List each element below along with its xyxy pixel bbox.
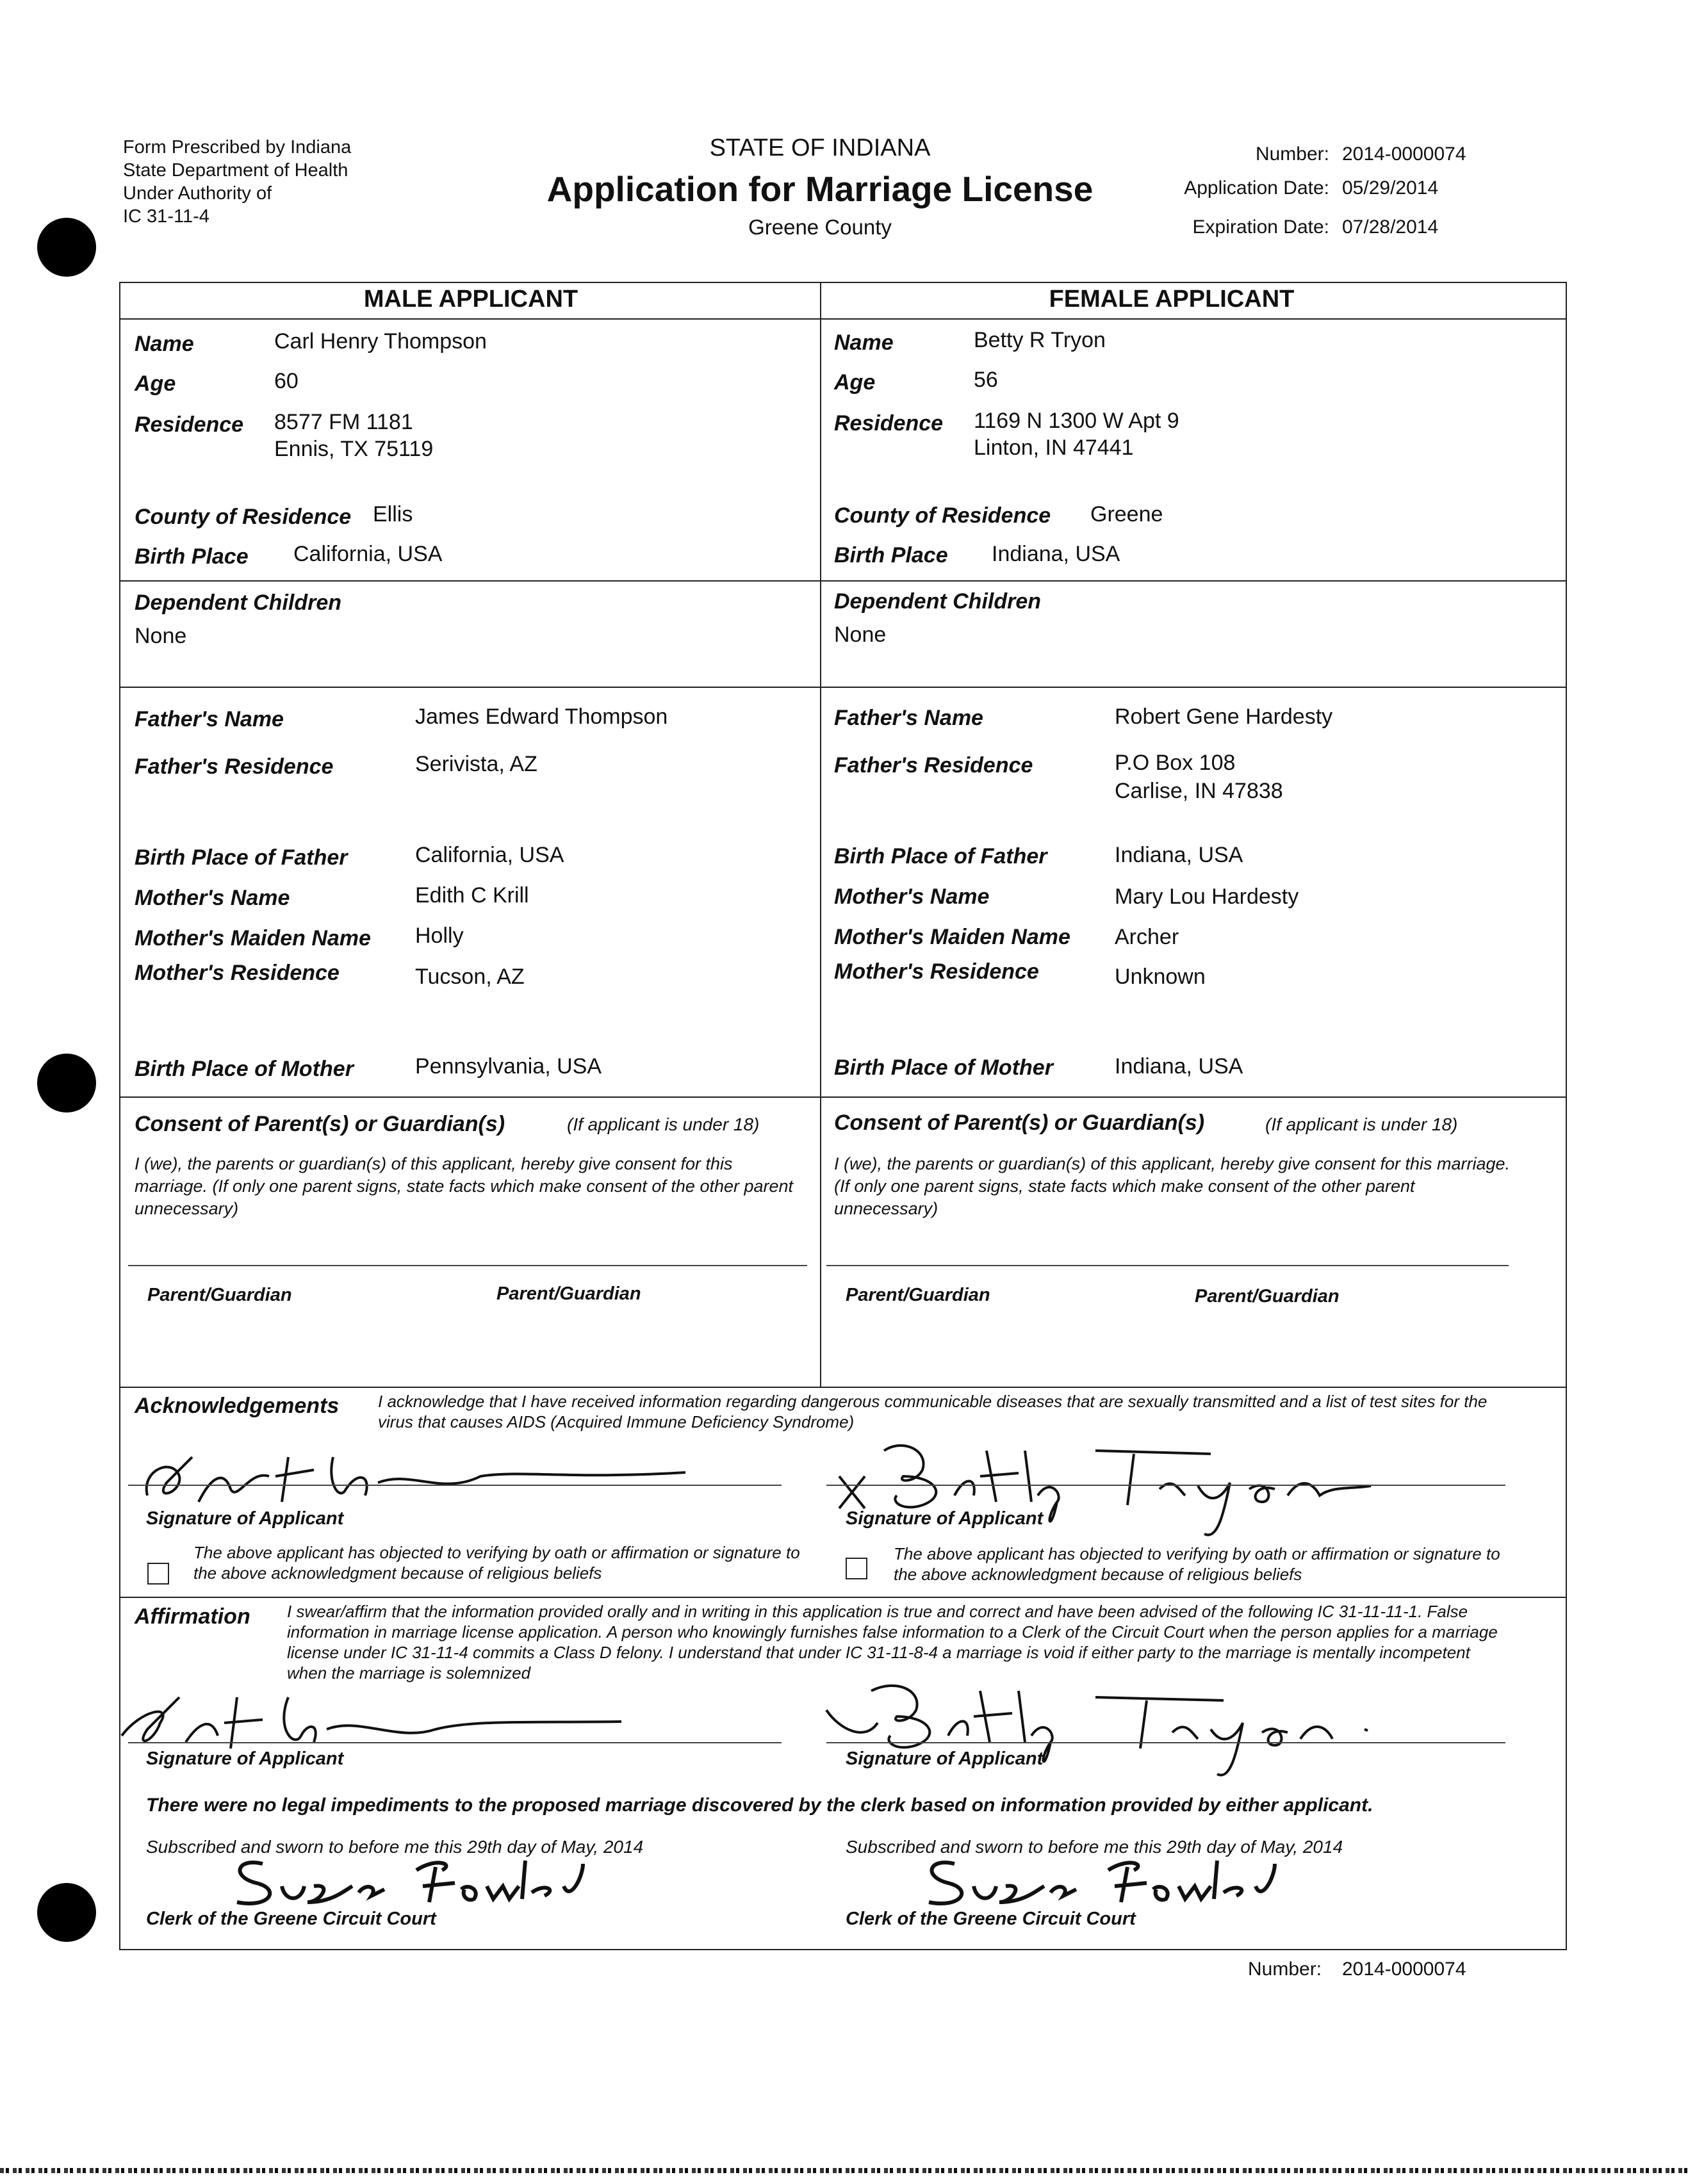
female-affirmation-signature-line[interactable] <box>826 1742 1505 1743</box>
male-fathers-residence: Serivista, AZ <box>415 752 537 776</box>
rule-birth-place <box>119 580 1567 582</box>
male-mothers-maiden-name: Holly <box>415 924 464 948</box>
male-clerk-signature <box>224 1851 609 1909</box>
female-birth-place-label: Birth Place <box>834 543 948 567</box>
acknowledgements-text: I acknowledge that I have received information regarding dangerous communicable diseases that are sexually transmitted and a list of test sites for the virus that causes AIDS (Acquired Immune Deficiency Syndrome) <box>378 1392 1487 1431</box>
female-fathers-name: Robert Gene Hardesty <box>1115 705 1333 729</box>
female-fathers-residence-line1: P.O Box 108 <box>1115 751 1236 775</box>
female-affirmation-signature-label: Signature of Applicant <box>846 1748 1044 1769</box>
male-birth-place-label: Birth Place <box>135 544 249 569</box>
female-birth-place-mother-label: Birth Place of Mother <box>834 1055 1053 1080</box>
female-mothers-name: Mary Lou Hardesty <box>1115 884 1299 909</box>
male-clerk-label: Clerk of the Greene Circuit Court <box>146 1909 436 1929</box>
male-consent-note: (If applicant is under 18) <box>567 1114 760 1134</box>
female-ack-signature-line[interactable] <box>826 1485 1505 1486</box>
female-birth-place: Indiana, USA <box>992 542 1120 566</box>
male-mothers-residence-label: Mother's Residence <box>135 961 340 985</box>
female-parent-guardian-1: Parent/Guardian <box>846 1285 990 1305</box>
male-mothers-name: Edith C Krill <box>415 883 529 908</box>
male-birth-place-father-label: Birth Place of Father <box>135 845 348 870</box>
rule-consent <box>119 1387 1567 1388</box>
form-note-line: Under Authority of <box>123 183 272 204</box>
female-parent-guardian-2: Parent/Guardian <box>1195 1286 1340 1307</box>
rule-birth-place-mother <box>119 1096 1567 1098</box>
female-applicant-header: FEMALE APPLICANT <box>1049 286 1295 313</box>
female-county-label: County of Residence <box>834 503 1051 528</box>
affirmation-label: Affirmation <box>135 1604 250 1629</box>
male-fathers-residence-label: Father's Residence <box>135 754 334 779</box>
form-note-line: State Department of Health <box>123 160 348 181</box>
female-consent-note: (If applicant is under 18) <box>1265 1114 1458 1134</box>
male-residence-line1: 8577 FM 1181 <box>274 410 413 434</box>
female-affirmation-signature <box>814 1672 1525 1761</box>
form-note-line: Form Prescribed by Indiana <box>123 137 352 158</box>
rule-acknowledgements <box>119 1597 1567 1598</box>
male-name-label: Name <box>135 332 194 356</box>
female-affirmation-signature-drawing <box>814 1672 1525 1761</box>
male-affirmation-signature <box>115 1684 756 1755</box>
female-name: Betty R Tryon <box>974 328 1106 352</box>
female-dependent-children: None <box>834 623 887 647</box>
rule-column-headers <box>119 318 1567 320</box>
male-ack-signature-line[interactable] <box>128 1485 782 1486</box>
female-fathers-name-label: Father's Name <box>834 706 983 730</box>
male-ack-signature-drawing <box>122 1431 762 1515</box>
rule-dependent-children <box>119 687 1567 688</box>
acknowledgements-label: Acknowledgements <box>135 1394 340 1418</box>
female-birth-place-father: Indiana, USA <box>1115 843 1243 867</box>
male-residence-line2: Ennis, TX 75119 <box>274 437 434 461</box>
female-ack-signature-label: Signature of Applicant <box>846 1508 1044 1529</box>
male-consent-text: I (we), the parents or guardian(s) of this applicant, hereby give consent for this marriage. (If only one parent signs, state facts which make consent of the other parent unnecessary) <box>135 1154 794 1218</box>
male-fathers-name: James Edward Thompson <box>415 705 668 729</box>
female-name-label: Name <box>834 330 894 355</box>
document-title: Application for Marriage License <box>546 169 1094 209</box>
female-clerk-signature-drawing <box>916 1851 1300 1909</box>
male-affirmation-signature-drawing <box>115 1684 756 1755</box>
male-name: Carl Henry Thompson <box>274 329 487 354</box>
male-residence-label: Residence <box>135 412 244 437</box>
female-mothers-maiden-name: Archer <box>1115 925 1179 949</box>
male-age: 60 <box>274 369 299 393</box>
male-objection-text: The above applicant has objected to verifying by oath or affirmation or signature to the above acknowledgment because of religious beliefs <box>193 1543 800 1583</box>
female-consent-text: I (we), the parents or guardian(s) of this applicant, hereby give consent for this marriage. (If only one parent signs, state facts which make consent of the other parent unnecessary) <box>834 1154 1511 1218</box>
female-dependent-children-label: Dependent Children <box>834 589 1042 614</box>
male-birth-place-father: California, USA <box>415 843 564 867</box>
expiration-date: 07/28/2014 <box>1342 216 1439 238</box>
expiration-date-label: Expiration Date: <box>1192 216 1329 238</box>
female-consent-signature-line[interactable] <box>826 1265 1509 1266</box>
female-fathers-residence-line2: Carlise, IN 47838 <box>1115 779 1283 803</box>
male-consent-title: Consent of Parent(s) or Guardian(s) <box>135 1112 505 1136</box>
male-ack-signature-label: Signature of Applicant <box>146 1508 344 1529</box>
column-divider <box>820 282 821 1387</box>
female-objection-text: The above applicant has objected to verifying by oath or affirmation or signature to the above acknowledgment because of religious beliefs <box>894 1544 1500 1584</box>
no-impediments-statement: There were no legal impediments to the proposed marriage discovered by the clerk based on information provided by either applicant. <box>146 1795 1373 1816</box>
female-subscribed-text: Subscribed and sworn to before me this 29th day of May, 2014 <box>846 1837 1343 1857</box>
male-ack-signature <box>122 1431 762 1515</box>
form-note-line: IC 31-11-4 <box>123 206 209 227</box>
female-age: 56 <box>974 368 998 392</box>
female-birth-place-father-label: Birth Place of Father <box>834 844 1047 868</box>
male-mothers-residence: Tucson, AZ <box>415 965 525 989</box>
female-ack-signature-drawing <box>826 1425 1531 1515</box>
male-county: Ellis <box>373 502 413 526</box>
application-date-label: Application Date: <box>1184 177 1329 199</box>
affirmation-text: I swear/affirm that the information provided orally and in writing in this application is true and correct and have been advised of the following IC 31-11-11-1. False information in marriage license application. A person who knowingly furnishes false information to a Clerk of the Circuit Court when the person applies for a marriage license under IC 31-11-4 commits a Class D felony. I understand that under IC 31-11-8-4 a marriage is void if either party to the marriage is mentally incompetent when the marriage is solemnized <box>287 1602 1498 1683</box>
female-county: Greene <box>1090 502 1163 526</box>
female-residence-line2: Linton, IN 47441 <box>974 436 1134 460</box>
female-ack-signature <box>826 1425 1531 1515</box>
male-dependent-children-label: Dependent Children <box>135 591 342 615</box>
female-birth-place-mother: Indiana, USA <box>1115 1054 1243 1079</box>
application-date: 05/29/2014 <box>1342 177 1439 199</box>
state-heading: STATE OF INDIANA <box>709 134 931 161</box>
male-affirmation-signature-label: Signature of Applicant <box>146 1748 344 1769</box>
female-fathers-residence-label: Father's Residence <box>834 753 1033 778</box>
male-consent-signature-line[interactable] <box>128 1265 807 1266</box>
male-birth-place: California, USA <box>293 542 443 566</box>
punch-hole-top <box>37 218 96 277</box>
female-religious-objection-checkbox[interactable] <box>846 1558 867 1579</box>
male-dependent-children: None <box>135 624 187 648</box>
male-birth-place-mother-label: Birth Place of Mother <box>135 1057 354 1081</box>
male-birth-place-mother: Pennsylvania, USA <box>415 1054 602 1079</box>
punch-hole-bottom <box>37 1883 96 1942</box>
male-fathers-name-label: Father's Name <box>135 707 284 731</box>
male-affirmation-signature-line[interactable] <box>128 1742 782 1743</box>
number-label: Number: <box>1255 143 1329 165</box>
female-residence-line1: 1169 N 1300 W Apt 9 <box>974 409 1179 433</box>
female-consent-title: Consent of Parent(s) or Guardian(s) <box>834 1111 1205 1135</box>
female-mothers-maiden-name-label: Mother's Maiden Name <box>834 925 1070 949</box>
male-county-label: County of Residence <box>135 505 352 529</box>
footer-number: 2014-0000074 <box>1342 1959 1466 1980</box>
punch-hole-middle <box>37 1054 96 1112</box>
female-mothers-residence-label: Mother's Residence <box>834 959 1039 984</box>
female-mothers-residence: Unknown <box>1115 965 1206 989</box>
male-mothers-name-label: Mother's Name <box>135 886 290 910</box>
footer-number-label: Number: <box>1248 1959 1322 1980</box>
scan-edge-noise <box>0 2168 1688 2173</box>
female-residence-label: Residence <box>834 411 944 436</box>
male-age-label: Age <box>135 371 176 396</box>
female-clerk-signature <box>916 1851 1300 1909</box>
female-mothers-name-label: Mother's Name <box>834 884 990 909</box>
male-parent-guardian-2: Parent/Guardian <box>496 1284 641 1304</box>
male-subscribed-text: Subscribed and sworn to before me this 29th day of May, 2014 <box>146 1837 644 1857</box>
male-clerk-signature-drawing <box>224 1851 609 1909</box>
female-age-label: Age <box>834 370 876 395</box>
male-parent-guardian-1: Parent/Guardian <box>147 1285 292 1305</box>
female-clerk-label: Clerk of the Greene Circuit Court <box>846 1909 1136 1929</box>
license-number: 2014-0000074 <box>1342 143 1466 165</box>
male-applicant-header: MALE APPLICANT <box>363 286 578 313</box>
form-authority-note <box>123 136 351 228</box>
male-mothers-maiden-name-label: Mother's Maiden Name <box>135 926 371 950</box>
male-religious-objection-checkbox[interactable] <box>147 1563 169 1585</box>
county-heading: Greene County <box>748 215 892 239</box>
